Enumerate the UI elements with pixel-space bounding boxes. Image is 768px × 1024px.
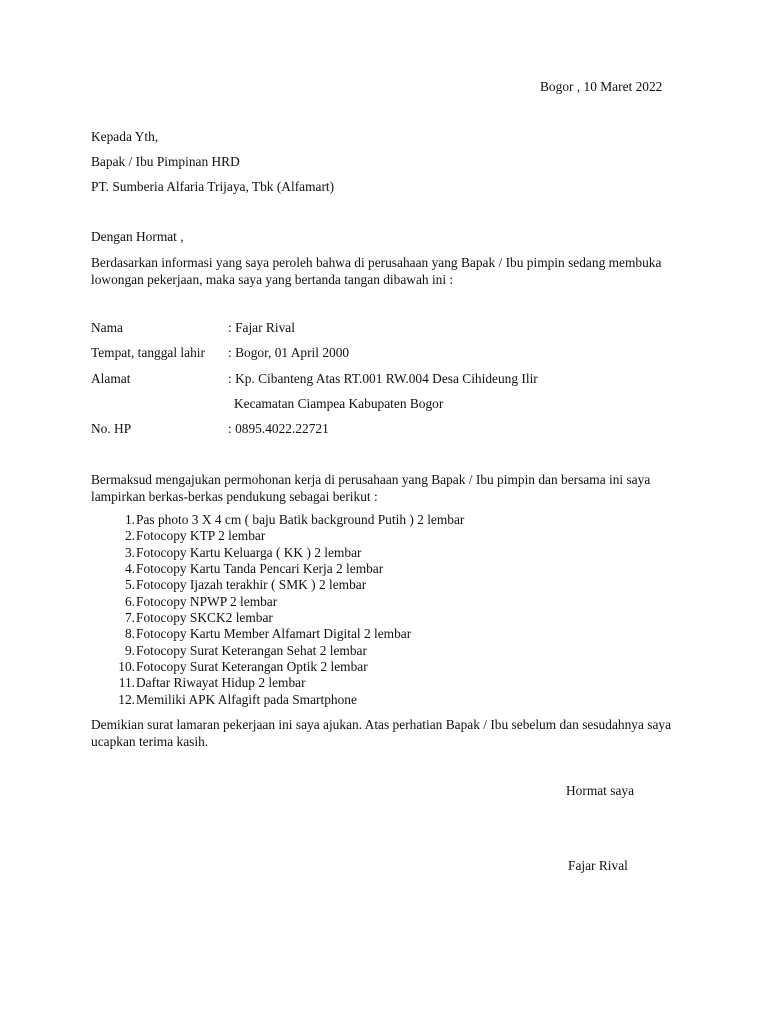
name-label: Nama bbox=[91, 320, 123, 335]
attachment-text: Fotocopy KTP 2 lembar bbox=[136, 528, 266, 544]
sign-off: Hormat saya bbox=[566, 783, 635, 798]
attachment-text: Fotocopy NPWP 2 lembar bbox=[136, 593, 278, 609]
attachment-text: Fotocopy Surat Keterangan Sehat 2 lembar bbox=[136, 642, 367, 658]
attachment-item bbox=[91, 675, 691, 691]
attachment-number: 11. bbox=[118, 675, 135, 691]
attachment-item bbox=[91, 626, 691, 642]
attachment-item bbox=[91, 643, 691, 659]
attachment-number: 8. bbox=[124, 626, 135, 642]
attachment-number: 12. bbox=[118, 691, 135, 707]
name-value: : Fajar Rival bbox=[228, 320, 295, 335]
purpose-paragraph: Bermaksud mengajukan permohonan kerja di perusahaan yang Bapak / Ibu pimpin dan bersama ini saya lampirkan berkas-berkas pendukung sebagai berikut : bbox=[91, 472, 651, 504]
place-date: Bogor , 10 Maret 2022 bbox=[540, 79, 663, 94]
attachment-text: Fotocopy Kartu Keluarga ( KK ) 2 lembar bbox=[136, 544, 362, 560]
attachment-number: 3. bbox=[124, 544, 135, 560]
attachment-item bbox=[91, 512, 691, 528]
attachment-text: Daftar Riwayat Hidup 2 lembar bbox=[136, 675, 306, 691]
attachment-item bbox=[91, 561, 691, 577]
recipient-line-1: Kepada Yth, bbox=[91, 129, 159, 144]
attachment-item bbox=[91, 610, 691, 626]
attachment-text: Memiliki APK Alfagift pada Smartphone bbox=[136, 691, 357, 707]
attachment-number: 7. bbox=[124, 610, 135, 626]
attachment-text: Fotocopy Kartu Tanda Pencari Kerja 2 lembar bbox=[136, 561, 384, 577]
attachment-item bbox=[91, 528, 691, 544]
attachment-number: 4. bbox=[124, 561, 135, 577]
attachment-item bbox=[91, 692, 691, 708]
address-value-line-2: Kecamatan Ciampea Kabupaten Bogor bbox=[234, 396, 444, 411]
phone-value: : 0895.4022.22721 bbox=[228, 421, 329, 436]
attachment-list bbox=[91, 512, 691, 708]
recipient-line-3: PT. Sumberia Alfaria Trijaya, Tbk (Alfamart) bbox=[91, 179, 335, 194]
attachment-text: Fotocopy Ijazah terakhir ( SMK ) 2 lembar bbox=[136, 577, 367, 593]
phone-label: No. HP bbox=[91, 421, 132, 436]
birth-value: : Bogor, 01 April 2000 bbox=[228, 345, 350, 360]
attachment-text: Fotocopy SKCK2 lembar bbox=[136, 610, 273, 626]
intro-paragraph: Berdasarkan informasi yang saya peroleh bahwa di perusahaan yang Bapak / Ibu pimpin sedang membuka lowongan pekerjaan, maka saya yang bertanda tangan dibawah ini : bbox=[91, 255, 662, 287]
attachment-item bbox=[91, 577, 691, 593]
attachment-item bbox=[91, 594, 691, 610]
attachment-number: 1. bbox=[124, 512, 135, 527]
attachment-item bbox=[91, 659, 691, 675]
address-value-line-1: : Kp. Cibanteng Atas RT.001 RW.004 Desa Cihideung Ilir bbox=[228, 371, 538, 386]
attachment-item bbox=[91, 545, 691, 561]
attachment-number: 9. bbox=[124, 642, 135, 658]
attachment-text: Fotocopy Kartu Member Alfamart Digital 2 lembar bbox=[136, 626, 412, 642]
birth-label: Tempat, tanggal lahir bbox=[91, 345, 205, 360]
attachment-number: 6. bbox=[124, 593, 135, 609]
attachment-number: 5. bbox=[124, 577, 135, 593]
recipient-line-2: Bapak / Ibu Pimpinan HRD bbox=[91, 154, 240, 169]
signature-name: Fajar Rival bbox=[568, 858, 628, 873]
attachment-number: 10. bbox=[118, 659, 135, 675]
attachment-text: Pas photo 3 X 4 cm ( baju Batik background Putih ) 2 lembar bbox=[136, 512, 465, 527]
greeting: Dengan Hormat , bbox=[91, 229, 184, 244]
closing-paragraph: Demikian surat lamaran pekerjaan ini saya ajukan. Atas perhatian Bapak / Ibu sebelum dan sesudahnya saya ucapkan terima kasih. bbox=[91, 717, 672, 749]
attachment-number: 2. bbox=[124, 528, 135, 544]
address-label: Alamat bbox=[91, 371, 131, 386]
attachment-text: Fotocopy Surat Keterangan Optik 2 lembar bbox=[136, 659, 368, 675]
